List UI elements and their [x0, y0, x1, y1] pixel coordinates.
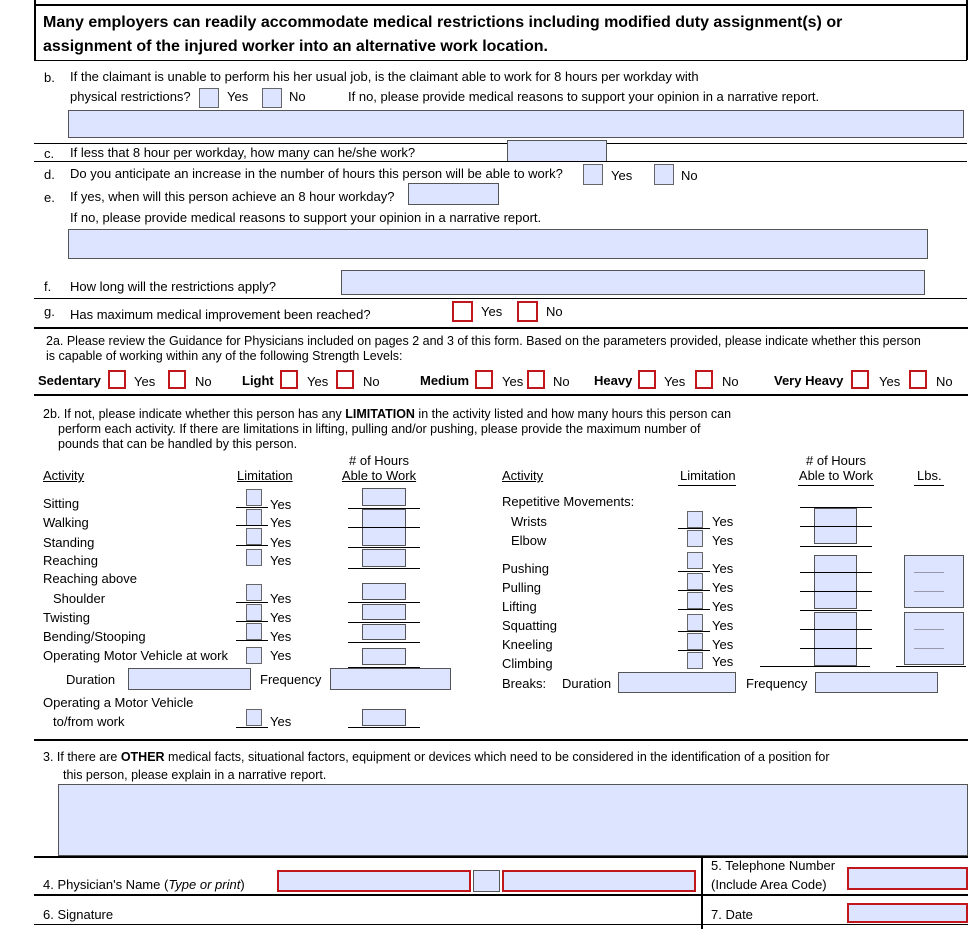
activity-twisting: Twisting — [43, 610, 90, 625]
level-sedentary-no-label: No — [195, 374, 212, 389]
limitation-sitting-yes: Yes — [270, 497, 292, 512]
breaks-frequency-label: Frequency — [746, 676, 808, 691]
activity-kneeling: Kneeling — [502, 637, 553, 652]
telephone-label-line-1: 5. Telephone Number — [711, 858, 836, 873]
q-b-letter: b. — [44, 70, 55, 85]
level-medium-no-checkbox[interactable] — [527, 370, 545, 389]
hours-reaching-field[interactable] — [362, 549, 406, 567]
telephone-label-line-2: (Include Area Code) — [711, 877, 827, 892]
left-header-hours-top: # of Hours — [349, 453, 409, 468]
level-sedentary-label: Sedentary — [38, 373, 101, 388]
q-d-no-checkbox[interactable] — [654, 164, 674, 185]
limitation-kneeling-checkbox[interactable] — [687, 633, 703, 650]
right-header-lbs: Lbs. — [917, 468, 942, 483]
limitation-kneeling-yes: Yes — [712, 637, 734, 652]
q-b-yes-label: Yes — [227, 89, 249, 104]
level-heavy-no-label: No — [722, 374, 739, 389]
level-heavy-no-checkbox[interactable] — [695, 370, 713, 389]
breaks-label: Breaks: — [502, 676, 547, 691]
level-medium-yes-checkbox[interactable] — [475, 370, 493, 389]
hours-twisting-field[interactable] — [362, 604, 406, 620]
q-e-date-field[interactable] — [408, 183, 499, 205]
q-d-yes-label: Yes — [611, 168, 633, 183]
limitation-reaching-yes: Yes — [270, 553, 292, 568]
q-g-letter: g. — [44, 304, 55, 319]
activity-walking: Walking — [43, 515, 89, 530]
limitation-omv-to-from-yes: Yes — [270, 714, 292, 729]
level-sedentary-no-checkbox[interactable] — [168, 370, 186, 389]
q-b-no-label: No — [289, 89, 306, 104]
level-heavy-yes-label: Yes — [664, 374, 686, 389]
limitation-bending-yes: Yes — [270, 629, 292, 644]
level-sedentary-yes-label: Yes — [134, 374, 156, 389]
limitation-omv-checkbox[interactable] — [246, 647, 262, 664]
limitation-sitting-checkbox[interactable] — [246, 489, 262, 506]
q-g-no-label: No — [546, 304, 563, 319]
limitation-omv-yes: Yes — [270, 648, 292, 663]
q-g-no-checkbox[interactable] — [517, 301, 538, 322]
q-3-line-2: this person, please explain in a narrative report. — [63, 768, 327, 782]
q-2b-line-1: 2b. If not, please indicate whether this person has any LIMITATION in the activity listed and how many hours this person can — [43, 407, 732, 421]
left-header-limitation: Limitation — [237, 468, 293, 483]
q-3-line-1: 3. If there are OTHER medical facts, situational factors, equipment or devices which need to be considered in the identification of a position for — [43, 750, 830, 764]
q-3-narrative-field[interactable] — [58, 784, 968, 856]
q-2b-line-2: perform each activity. If there are limitations in lifting, pulling and/or pushing, please provide the maximum number of — [58, 422, 701, 436]
q-d-text: Do you anticipate an increase in the number of hours this person will be able to work? — [70, 166, 563, 181]
q-d-letter: d. — [44, 167, 55, 182]
lbs-push-pull-lift-field[interactable] — [904, 555, 964, 608]
limitation-wrists-checkbox[interactable] — [687, 511, 703, 528]
level-light-no-checkbox[interactable] — [336, 370, 354, 389]
activity-repetitive-movements: Repetitive Movements: — [502, 494, 635, 509]
level-medium-yes-label: Yes — [502, 374, 524, 389]
date-label: 7. Date — [711, 907, 753, 922]
physician-name-field-3[interactable] — [502, 870, 696, 892]
activity-pulling: Pulling — [502, 580, 542, 595]
activity-climbing: Climbing — [502, 656, 553, 671]
q-b-no-checkbox[interactable] — [262, 88, 282, 108]
signature-label: 6. Signature — [43, 907, 114, 922]
q-2a-line-2: is capable of working within any of the following Strength Levels: — [46, 349, 403, 363]
q-e-narrative-field[interactable] — [68, 229, 928, 259]
banner-line-2: assignment of the injured worker into an alternative work location. — [43, 38, 548, 55]
q-b-line-2: physical restrictions? — [70, 89, 191, 104]
hours-push-pull-lift-field[interactable] — [814, 555, 857, 609]
omv-to-from-line-1: Operating a Motor Vehicle — [43, 695, 194, 710]
date-field[interactable] — [847, 903, 968, 923]
limitation-reaching-checkbox[interactable] — [246, 549, 262, 566]
left-duration-label: Duration — [66, 672, 116, 687]
left-duration-field[interactable] — [128, 668, 251, 690]
q-c-letter: c. — [44, 146, 55, 161]
right-header-limitation: Limitation — [680, 468, 736, 483]
q-b-line-1: If the claimant is unable to perform his her usual job, is the claimant able to work for 8 hours per workday with — [70, 69, 699, 84]
limitation-wrists-yes: Yes — [712, 514, 734, 529]
breaks-duration-field[interactable] — [618, 672, 736, 693]
hours-bending-field[interactable] — [362, 624, 406, 640]
level-very-heavy-no-checkbox[interactable] — [909, 370, 927, 389]
physician-name-label: 4. Physician's Name (Type or print) — [43, 877, 245, 892]
limitation-bending-checkbox[interactable] — [246, 623, 262, 640]
q-b-note: If no, please provide medical reasons to support your opinion in a narrative report. — [348, 89, 820, 104]
hours-shoulder-field[interactable] — [362, 583, 406, 600]
limitation-elbow-yes: Yes — [712, 533, 734, 548]
limitation-lifting-checkbox[interactable] — [687, 592, 703, 609]
left-frequency-field[interactable] — [330, 668, 451, 690]
breaks-duration-label: Duration — [562, 676, 612, 691]
limitation-climbing-yes: Yes — [712, 654, 734, 669]
activity-shoulder: Shoulder — [53, 591, 106, 606]
q-d-yes-checkbox[interactable] — [583, 164, 603, 185]
limitation-walking-yes: Yes — [270, 515, 292, 530]
hours-squat-kneel-climb-field[interactable] — [814, 612, 857, 666]
limitation-pulling-checkbox[interactable] — [687, 573, 703, 590]
activity-elbow: Elbow — [511, 533, 547, 548]
activity-bending: Bending/Stooping — [43, 629, 146, 644]
left-frequency-label: Frequency — [260, 672, 322, 687]
q-c-hours-field[interactable] — [507, 140, 607, 162]
limitation-twisting-yes: Yes — [270, 610, 292, 625]
level-light-yes-checkbox[interactable] — [280, 370, 298, 389]
limitation-lifting-yes: Yes — [712, 599, 734, 614]
q-g-text: Has maximum medical improvement been reached? — [70, 307, 371, 322]
q-b-yes-checkbox[interactable] — [199, 88, 219, 108]
activity-standing: Standing — [43, 535, 95, 550]
level-medium-no-label: No — [553, 374, 570, 389]
activity-omv-at-work: Operating Motor Vehicle at work — [43, 648, 228, 663]
breaks-frequency-field[interactable] — [815, 672, 938, 693]
limitation-pulling-yes: Yes — [712, 580, 734, 595]
activity-lifting: Lifting — [502, 599, 537, 614]
physician-name-field-1[interactable] — [277, 870, 471, 892]
right-header-hours-bottom: Able to Work — [798, 468, 874, 483]
q-g-yes-checkbox[interactable] — [452, 301, 473, 322]
activity-sitting: Sitting — [43, 496, 80, 511]
limitation-shoulder-yes: Yes — [270, 591, 292, 606]
lbs-squat-kneel-climb-field[interactable] — [904, 612, 964, 665]
hours-omv-field[interactable] — [362, 648, 406, 665]
activity-wrists: Wrists — [511, 514, 547, 529]
telephone-field[interactable] — [847, 867, 968, 890]
limitation-shoulder-checkbox[interactable] — [246, 584, 262, 601]
hours-sitting-field[interactable] — [362, 488, 406, 506]
q-f-duration-field[interactable] — [341, 270, 925, 295]
limitation-pushing-yes: Yes — [712, 561, 734, 576]
level-very-heavy-yes-label: Yes — [879, 374, 901, 389]
level-medium-label: Medium — [420, 373, 470, 388]
q-e-letter: e. — [44, 190, 55, 205]
q-g-yes-label: Yes — [481, 304, 503, 319]
left-header-activity: Activity — [43, 468, 85, 483]
q-f-text: How long will the restrictions apply? — [70, 279, 276, 294]
q-c-text: If less that 8 hour per workday, how many can he/she work? — [70, 145, 416, 160]
limitation-walking-checkbox[interactable] — [246, 509, 262, 526]
q-2a-line-1: 2a. Please review the Guidance for Physicians included on pages 2 and 3 of this form. Based on the parameters provided, please indicate whether this person — [46, 334, 921, 348]
level-light-yes-label: Yes — [307, 374, 329, 389]
activity-reaching: Reaching — [43, 553, 98, 568]
limitation-climbing-checkbox[interactable] — [687, 652, 703, 669]
activity-reaching-above: Reaching above — [43, 571, 137, 586]
level-light-label: Light — [242, 373, 274, 388]
level-very-heavy-no-label: No — [936, 374, 953, 389]
level-very-heavy-label: Very Heavy — [774, 373, 844, 388]
limitation-squatting-checkbox[interactable] — [687, 614, 703, 631]
level-heavy-label: Heavy — [594, 373, 633, 388]
q-d-no-label: No — [681, 168, 698, 183]
q-f-letter: f. — [44, 279, 52, 294]
limitation-pushing-checkbox[interactable] — [687, 552, 703, 569]
q-2b-line-3: pounds that can be handled by this person. — [58, 437, 298, 451]
level-heavy-yes-checkbox[interactable] — [638, 370, 656, 389]
limitation-elbow-checkbox[interactable] — [687, 530, 703, 547]
activity-pushing: Pushing — [502, 561, 549, 576]
activity-squatting: Squatting — [502, 618, 557, 633]
q-b-narrative-field[interactable] — [68, 110, 964, 138]
omv-to-from-line-2: to/from work — [53, 714, 125, 729]
left-header-hours-bottom: Able to Work — [341, 468, 417, 483]
limitation-squatting-yes: Yes — [712, 618, 734, 633]
physician-name-field-2[interactable] — [473, 870, 500, 892]
banner-line-1: Many employers can readily accommodate medical restrictions including modified duty assignment(s) or — [43, 14, 843, 31]
limitation-omv-to-from-checkbox[interactable] — [246, 709, 262, 726]
right-header-hours-top: # of Hours — [806, 453, 866, 468]
q-e-text: If yes, when will this person achieve an 8 hour workday? — [70, 189, 395, 204]
level-very-heavy-yes-checkbox[interactable] — [851, 370, 869, 389]
hours-omv-to-from-field[interactable] — [362, 709, 406, 726]
limitation-standing-yes: Yes — [270, 535, 292, 550]
limitation-standing-checkbox[interactable] — [246, 528, 262, 545]
q-e-note: If no, please provide medical reasons to support your opinion in a narrative report. — [70, 210, 542, 225]
right-header-activity: Activity — [502, 468, 544, 483]
limitation-twisting-checkbox[interactable] — [246, 604, 262, 621]
level-light-no-label: No — [363, 374, 380, 389]
level-sedentary-yes-checkbox[interactable] — [108, 370, 126, 389]
